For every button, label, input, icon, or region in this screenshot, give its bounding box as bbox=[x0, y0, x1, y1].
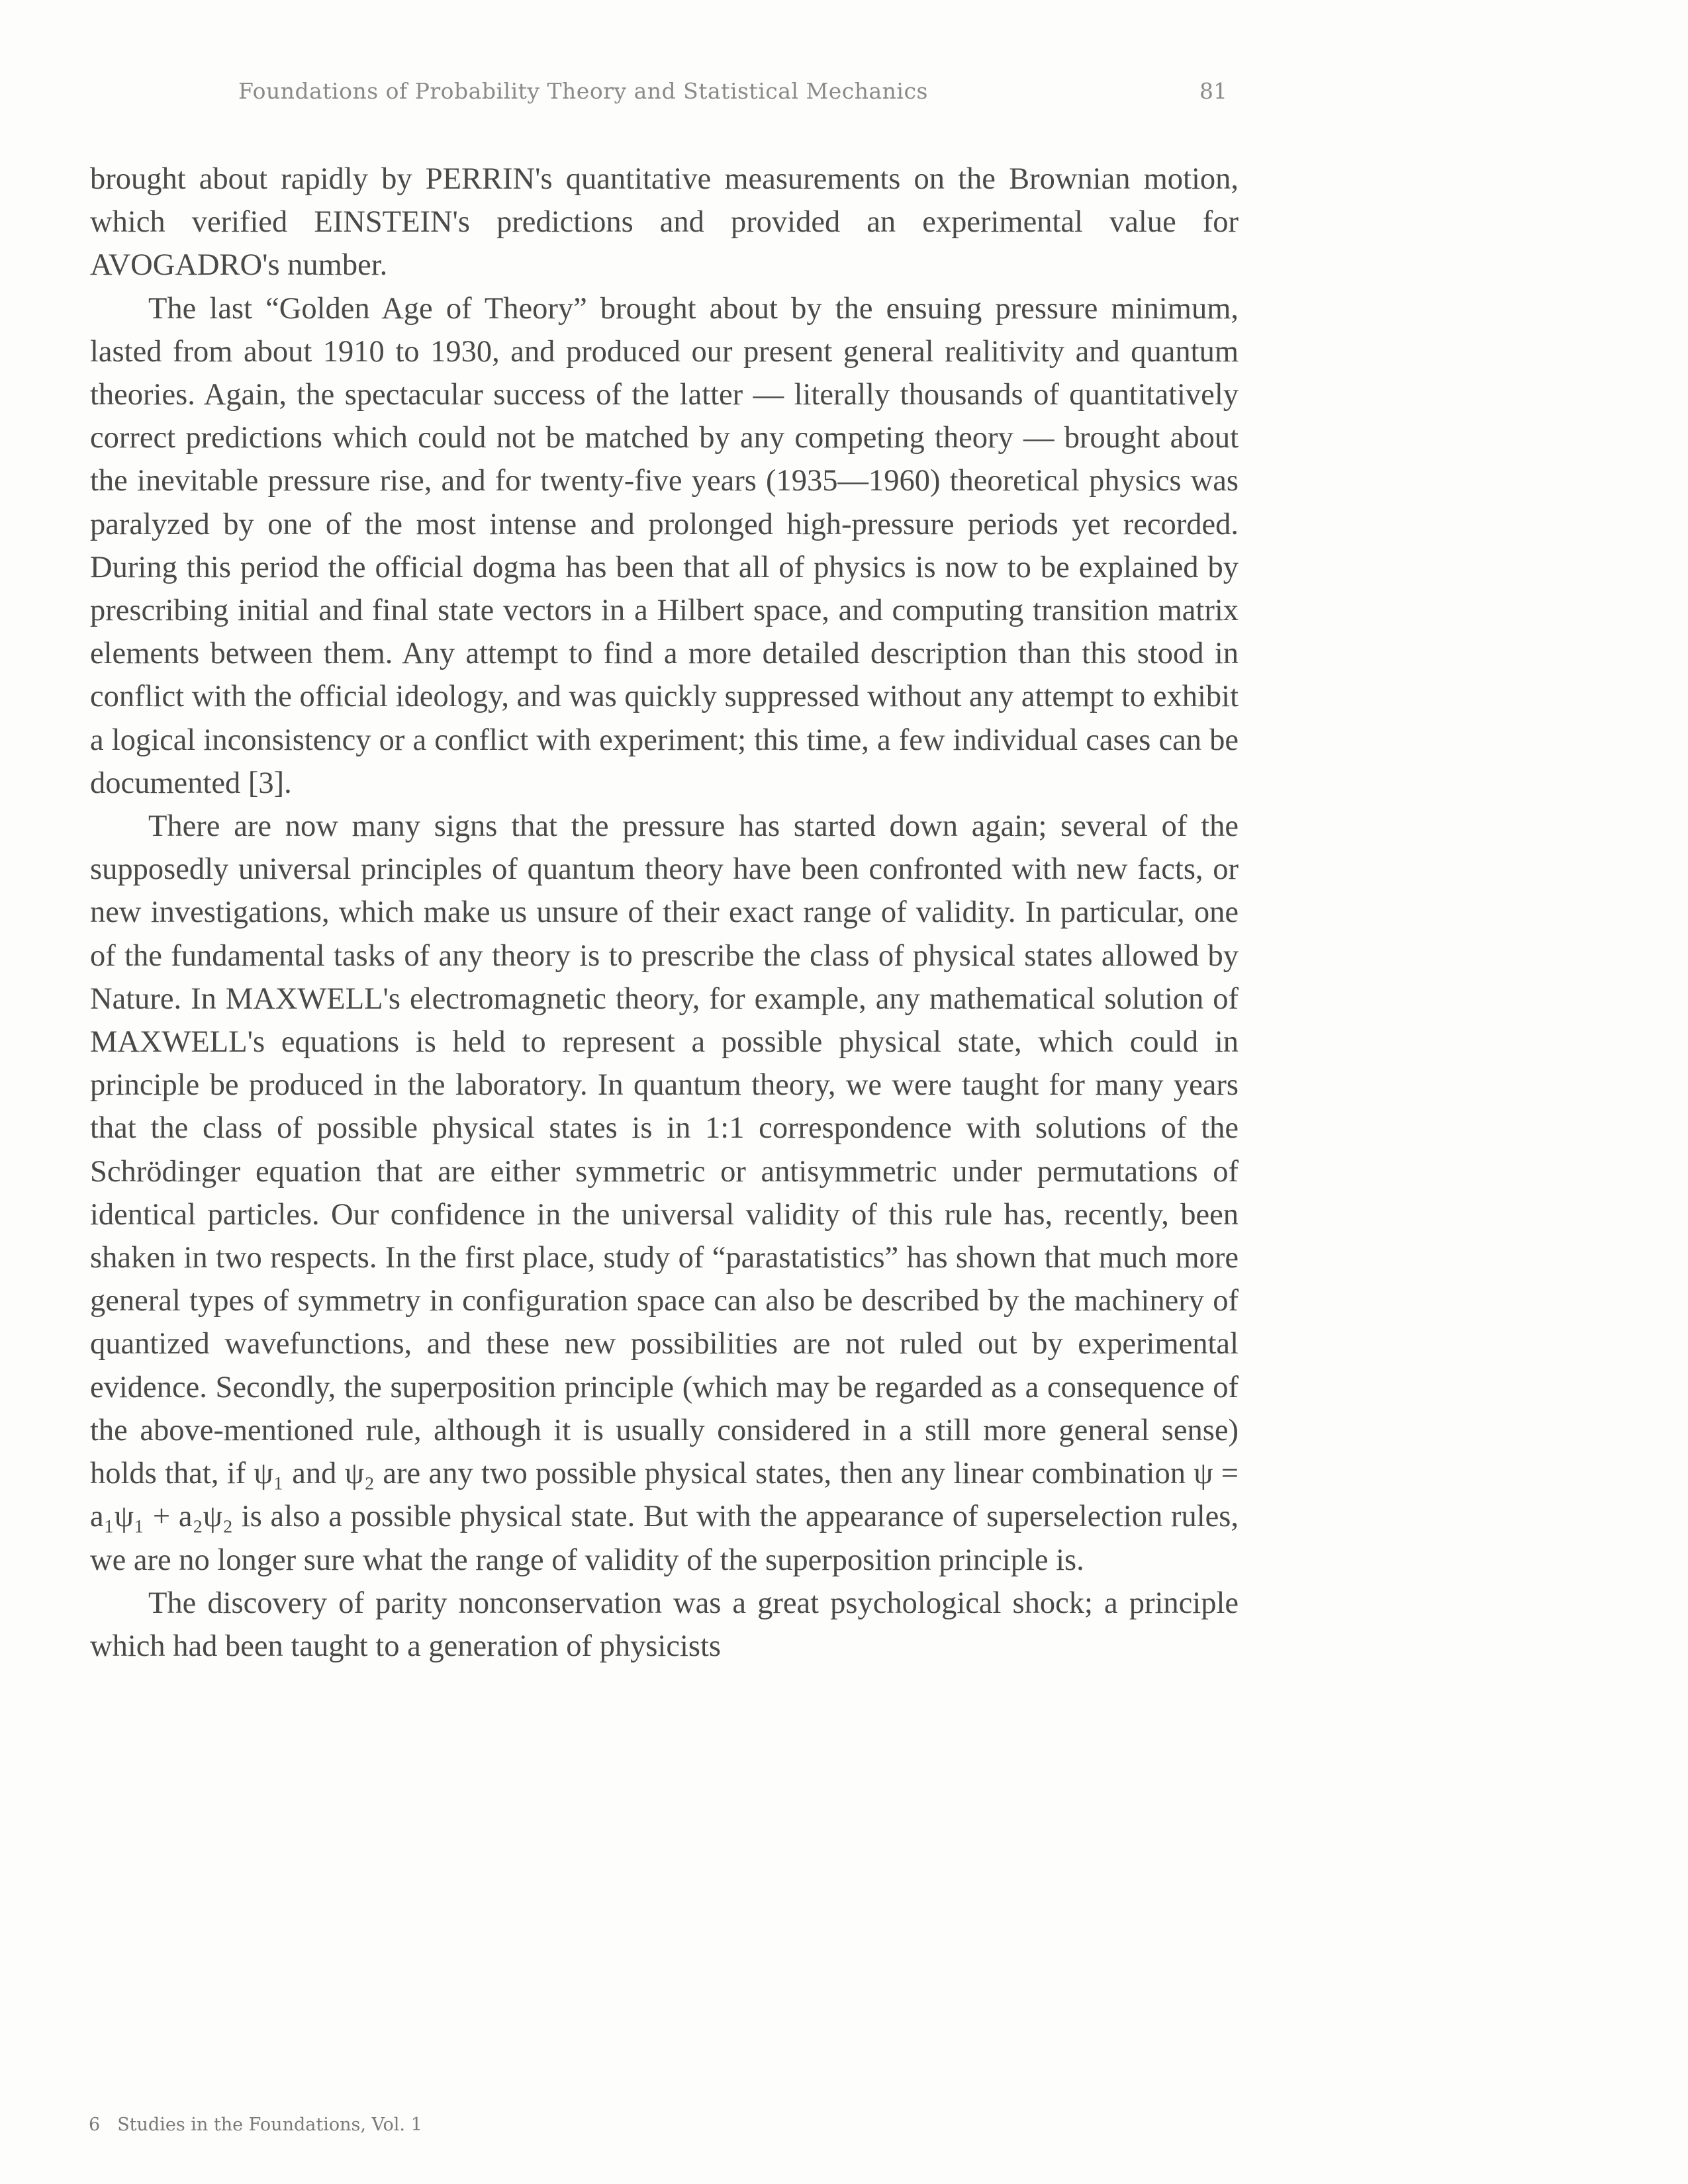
paragraph-4: The discovery of parity nonconservation was a great psychological shock; a principle which had been taught to a generation of physicists bbox=[90, 1586, 1239, 1663]
running-head-title: Foundations of Probability Theory and Statistical Mechanics bbox=[238, 78, 928, 104]
body-text bbox=[90, 158, 1239, 1668]
paragraph-1: brought about rapidly by PERRIN's quantitative measurements on the Brownian motion, which verified EINSTEIN's predictions and provided an experimental value for AVOGADRO's number. bbox=[90, 162, 1239, 283]
paragraph-3: There are now many signs that the pressure has started down again; several of the supposedly universal principles of quantum theory have been confronted with new facts, or new investigations, which make us unsure of their exact range of validity. In particular, one of the fundamental tasks of any theory is to prescribe the class of physical states allowed by Nature. In MAXWELL's electromagnetic theory, for example, any mathematical solution of MAXWELL's equations is held to represent a possible physical state, which could in principle be produced in the laboratory. In quantum theory, we were taught for many years that the class of possible physical states is in 1:1 correspondence with solutions of the Schrödinger equation that are either symmetric or antisymmetric under permutations of identical particles. Our confidence in the universal validity of this rule has, recently, been shaken in two respects. In the first place, study of “parastatistics” has shown that much more general types of symmetry in configuration space can also be described by the machinery of quantized wavefunctions, and these new possibilities are not ruled out by experimental evidence. Secondly, the superposition principle (which may be regarded as a consequence of the above-mentioned rule, although it is usually considered in a still more general sense) holds that, if ψ₁ and ψ₂ are any two possible physical states, then any linear combination ψ = a₁ψ₁ + a₂ψ₂ is also a possible physical state. But with the appearance of superselection rules, we are no longer sure what the range of validity of the superposition principle is. bbox=[90, 809, 1239, 1577]
signature-mark: 6 bbox=[89, 2115, 101, 2135]
footer bbox=[89, 2115, 422, 2135]
paragraph-2: The last “Golden Age of Theory” brought about by the ensuing pressure minimum, lasted from about 1910 to 1930, and produced our present general realitivity and quantum theories. Again, the spectacular success of the latter — literally thousands of quantitatively correct predictions which could not be matched by any competing theory — brought about the inevitable pressure rise, and for twenty-five years (1935—1960) theoretical physics was paralyzed by one of the most intense and prolonged high-pressure periods yet recorded. During this period the official dogma has been that all of physics is now to be explained by prescribing initial and final state vectors in a Hilbert space, and computing transition matrix elements between them. Any attempt to find a more detailed description than this stood in conflict with the official ideology, and was quickly suppressed without any attempt to exhibit a logical inconsistency or a conflict with experiment; this time, a few individual cases can be documented [3]. bbox=[90, 291, 1239, 800]
series-title: Studies in the Foundations, Vol. 1 bbox=[117, 2115, 422, 2135]
page-number: 81 bbox=[1199, 78, 1227, 104]
